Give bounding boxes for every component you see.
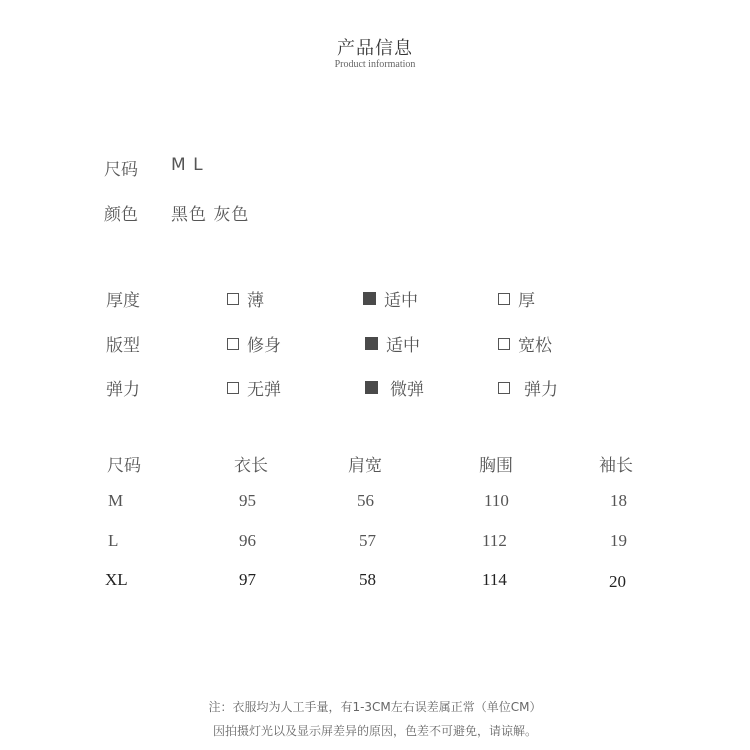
table-header-length: 衣长 <box>234 456 268 476</box>
table-header-size: 尺码 <box>107 456 141 476</box>
thickness-option-thin <box>227 286 264 311</box>
color-label: 颜色 <box>104 205 138 225</box>
table-cell-length: 96 <box>239 531 256 550</box>
option-label: 适中 <box>384 291 418 311</box>
note-line-2: 因拍摄灯光以及显示屏差异的原因，色差不可避免，请谅解。 <box>212 724 537 738</box>
fit-label: 版型 <box>106 336 140 356</box>
table-cell-shoulder: 58 <box>359 570 376 589</box>
table-header-chest: 胸围 <box>479 456 513 476</box>
option-label: 宽松 <box>518 336 552 356</box>
elasticity-option-stretch <box>498 375 558 400</box>
size-value: M L <box>171 155 204 175</box>
table-cell-chest: 110 <box>484 491 509 510</box>
note-line-1: 注：衣服均为人工手量，有1-3CM左右误差属正常（单位CM） <box>208 700 542 714</box>
section-subtitle: Product information <box>334 59 416 70</box>
option-label: 微弹 <box>390 380 424 400</box>
fit-option-medium <box>365 331 420 356</box>
table-cell-size: L <box>108 531 119 550</box>
elasticity-option-slight <box>365 375 424 400</box>
unchecked-box-icon <box>227 338 239 350</box>
thickness-option-thick <box>498 286 535 311</box>
elasticity-option-none <box>227 375 281 400</box>
checked-box-icon <box>363 292 376 305</box>
unchecked-box-icon <box>498 382 510 394</box>
thickness-option-medium <box>363 286 418 311</box>
unchecked-box-icon <box>227 293 239 305</box>
color-value: 黑色 灰色 <box>171 205 250 225</box>
table-cell-sleeve: 18 <box>610 491 627 510</box>
table-cell-shoulder: 56 <box>357 491 374 510</box>
table-cell-shoulder: 57 <box>359 531 376 550</box>
table-header-sleeve: 袖长 <box>599 456 633 476</box>
table-cell-size: M <box>108 491 124 510</box>
option-label: 弹力 <box>524 380 558 400</box>
size-label: 尺码 <box>104 160 138 180</box>
table-cell-size: XL <box>105 570 128 589</box>
table-cell-chest: 112 <box>482 531 507 550</box>
table-cell-length: 95 <box>239 491 256 510</box>
fit-option-loose <box>498 331 552 356</box>
checked-box-icon <box>365 381 378 394</box>
table-cell-sleeve: 19 <box>610 531 627 550</box>
unchecked-box-icon <box>227 382 239 394</box>
option-label: 厚 <box>518 291 535 311</box>
table-cell-length: 97 <box>239 570 256 589</box>
unchecked-box-icon <box>498 338 510 350</box>
table-cell-chest: 114 <box>482 570 507 589</box>
section-title: 产品信息 <box>337 38 413 59</box>
option-label: 无弹 <box>247 380 281 400</box>
table-cell-sleeve: 20 <box>609 572 626 591</box>
elasticity-label: 弹力 <box>106 380 140 400</box>
option-label: 薄 <box>247 291 264 311</box>
table-header-shoulder: 肩宽 <box>348 456 382 476</box>
option-label: 适中 <box>386 336 420 356</box>
checked-box-icon <box>365 337 378 350</box>
unchecked-box-icon <box>498 293 510 305</box>
option-label: 修身 <box>247 336 281 356</box>
thickness-label: 厚度 <box>106 291 140 311</box>
fit-option-slim <box>227 331 281 356</box>
